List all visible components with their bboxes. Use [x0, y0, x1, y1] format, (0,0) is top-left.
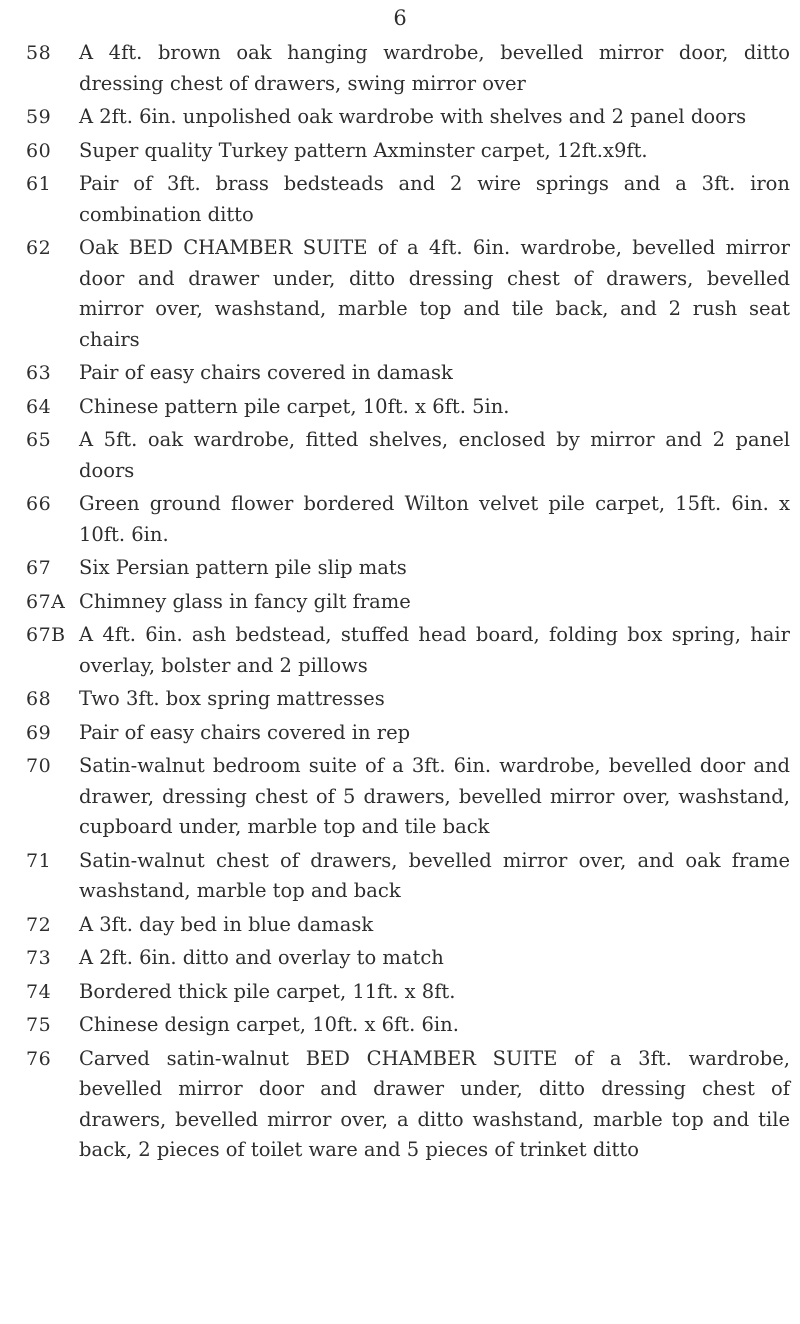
lot-description: Bordered thick pile carpet, 11ft. x 8ft.: [79, 979, 456, 1003]
lot-number: 76: [26, 1047, 52, 1070]
lot-entry: [26, 846, 794, 907]
lot-description: A 4ft. 6in. ash bedstead, stuffed head board, folding box spring, hair overlay, bolster and 2 pillows: [79, 623, 790, 677]
lot-number: 66: [26, 493, 52, 515]
page-number: 6: [393, 6, 407, 30]
lot-description: Chimney glass in fancy gilt frame: [79, 589, 411, 613]
lot-entry: [26, 392, 794, 423]
lot-entry: [26, 943, 794, 974]
lot-entry: [26, 233, 794, 355]
lot-entry: [26, 38, 794, 99]
lot-entry: [26, 620, 794, 681]
lot-number: 71: [26, 849, 52, 872]
lot-entry: [26, 136, 794, 167]
lot-description: Satin-walnut chest of drawers, bevelled mirror over, and oak frame washstand, marble top and back: [79, 848, 790, 902]
lot-description: Satin-walnut bedroom suite of a 3ft. 6in. wardrobe, bevelled door and drawer, dressing chest of 5 drawers, bevelled mirror over, washstand, cupboard under, marble top and tile back: [79, 754, 790, 838]
lot-description: Two 3ft. box spring mattresses: [79, 687, 385, 710]
lot-description: Six Persian pattern pile slip mats: [79, 556, 407, 579]
lot-description: Pair of easy chairs covered in damask: [79, 361, 453, 384]
lot-number: 73: [26, 947, 52, 969]
lot-entry: [26, 684, 794, 715]
lot-number: 61: [26, 173, 52, 195]
lot-number: 63: [26, 362, 52, 384]
lot-entry: [26, 587, 794, 618]
lot-number: 69: [26, 721, 52, 744]
lot-entry: [26, 553, 794, 584]
lot-entry: [26, 425, 794, 486]
lot-description: Pair of easy chairs covered in rep: [79, 720, 411, 744]
lot-entry: [26, 977, 794, 1008]
lot-number: 64: [26, 395, 52, 418]
lot-number: 59: [26, 106, 52, 128]
lot-entry: [26, 910, 794, 941]
lot-number: 67: [26, 557, 52, 579]
lot-description: A 5ft. oak wardrobe, fitted shelves, enclosed by mirror and 2 panel doors: [79, 428, 790, 482]
lot-entry: [26, 169, 794, 230]
lot-number: 68: [26, 688, 52, 710]
lot-description: A 3ft. day bed in blue damask: [79, 912, 374, 936]
lot-number: 58: [26, 42, 52, 64]
lot-description: Chinese pattern pile carpet, 10ft. x 6ft. 5in.: [79, 394, 510, 418]
lot-number: 60: [26, 139, 52, 162]
lot-entry: [26, 102, 794, 133]
lot-description: Super quality Turkey pattern Axminster carpet, 12ft.x9ft.: [79, 138, 648, 162]
lot-number: 65: [26, 429, 52, 451]
lot-description: Oak BED CHAMBER SUITE of a 4ft. 6in. wardrobe, bevelled mirror door and drawer under, ditto dressing chest of drawers, bevelled mirror over, washstand, marble top and tile back, and 2 rush seat chairs: [79, 236, 790, 351]
lot-description: A 2ft. 6in. unpolished oak wardrobe with shelves and 2 panel doors: [79, 105, 747, 128]
lot-description: Green ground flower bordered Wilton velvet pile carpet, 15ft. 6in. x 10ft. 6in.: [79, 492, 790, 546]
lot-description: A 2ft. 6in. ditto and overlay to match: [79, 946, 444, 969]
lot-list: [26, 38, 794, 1169]
lot-description: Carved satin-walnut BED CHAMBER SUITE of a 3ft. wardrobe, bevelled mirror door and drawer under, ditto dressing chest of drawers, bevelled mirror over, a ditto washstand, marble top and tile back, 2 pieces of toilet ware and 5 pieces of trinket ditto: [79, 1046, 790, 1161]
lot-number: 74: [26, 980, 52, 1003]
lot-description: Chinese design carpet, 10ft. x 6ft. 6in.: [79, 1013, 459, 1036]
lot-number: 72: [26, 913, 52, 936]
lot-number: 67A: [26, 590, 66, 613]
lot-entry: [26, 1010, 794, 1041]
lot-number: 62: [26, 237, 52, 259]
lot-description: Pair of 3ft. brass bedsteads and 2 wire springs and a 3ft. iron combination ditto: [79, 172, 790, 226]
lot-entry: [26, 1044, 794, 1166]
lot-entry: [26, 358, 794, 389]
lot-description: A 4ft. brown oak hanging wardrobe, bevelled mirror door, ditto dressing chest of drawers, swing mirror over: [79, 41, 790, 95]
lot-entry: [26, 489, 794, 550]
lot-number: 70: [26, 755, 52, 777]
lot-entry: [26, 718, 794, 749]
lot-entry: [26, 751, 794, 843]
lot-number: 67B: [26, 624, 66, 646]
lot-number: 75: [26, 1014, 52, 1036]
